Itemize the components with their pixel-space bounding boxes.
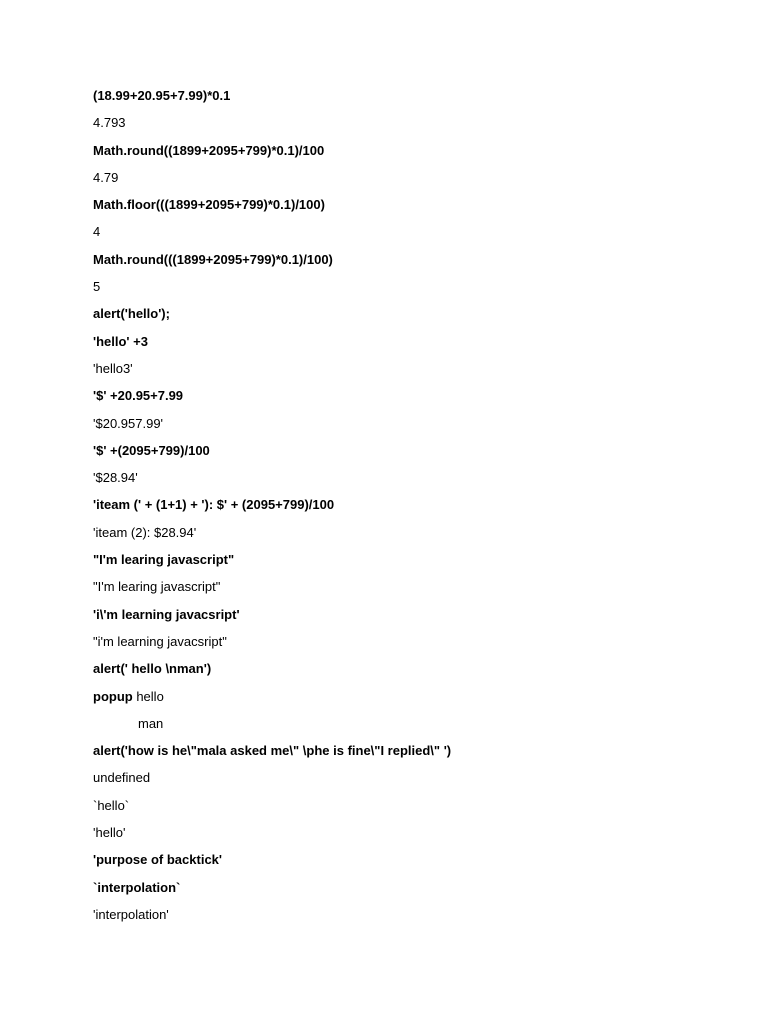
code-line: Math.round((1899+2095+799)*0.1)/100 bbox=[93, 142, 325, 158]
output-line: "I'm learing javascript" bbox=[93, 579, 221, 595]
code-line: `interpolation` bbox=[93, 879, 181, 895]
output-line: undefined bbox=[93, 770, 151, 786]
code-line: '$' +(2095+799)/100 bbox=[93, 442, 210, 458]
document-page bbox=[93, 86, 733, 932]
output-line: 'hello3' bbox=[93, 360, 133, 376]
code-line: 'purpose of backtick' bbox=[93, 852, 222, 868]
output-line: "i'm learning javacsript" bbox=[93, 633, 227, 649]
code-line: alert(' hello \nman') bbox=[93, 661, 212, 677]
code-line: alert('how is he\"mala asked me\" \phe is fine\"I replied\" ') bbox=[93, 743, 452, 759]
code-line: "I'm learing javascript" bbox=[93, 552, 235, 568]
code-line: `hello` bbox=[93, 797, 130, 813]
code-line: Math.round(((1899+2095+799)*0.1)/100) bbox=[93, 251, 333, 267]
code-line: 'i\'m learning javacsript' bbox=[93, 606, 240, 622]
output-line: '$28.94' bbox=[93, 470, 138, 486]
output-line: '$20.957.99' bbox=[93, 415, 164, 431]
popup-label: popup bbox=[93, 688, 133, 704]
code-line: 'hello' +3 bbox=[93, 333, 148, 349]
output-line: 'hello' bbox=[93, 825, 126, 841]
code-line: alert('hello'); bbox=[93, 306, 170, 322]
output-line: man bbox=[138, 715, 164, 731]
code-line: 'iteam (' + (1+1) + '): $' + (2095+799)/100 bbox=[93, 497, 335, 513]
output-line bbox=[93, 687, 733, 714]
output-line: 4.79 bbox=[93, 169, 119, 185]
code-line: Math.floor(((1899+2095+799)*0.1)/100) bbox=[93, 197, 325, 213]
output-line: 'iteam (2): $28.94' bbox=[93, 524, 197, 540]
output-line: 4.793 bbox=[93, 115, 126, 131]
output-line: 'interpolation' bbox=[93, 906, 169, 922]
code-line: '$' +20.95+7.99 bbox=[93, 388, 184, 404]
popup-text: hello bbox=[132, 688, 164, 704]
code-line: (18.99+20.95+7.99)*0.1 bbox=[93, 88, 231, 103]
output-line: 5 bbox=[93, 279, 101, 295]
output-line: 4 bbox=[93, 224, 101, 240]
